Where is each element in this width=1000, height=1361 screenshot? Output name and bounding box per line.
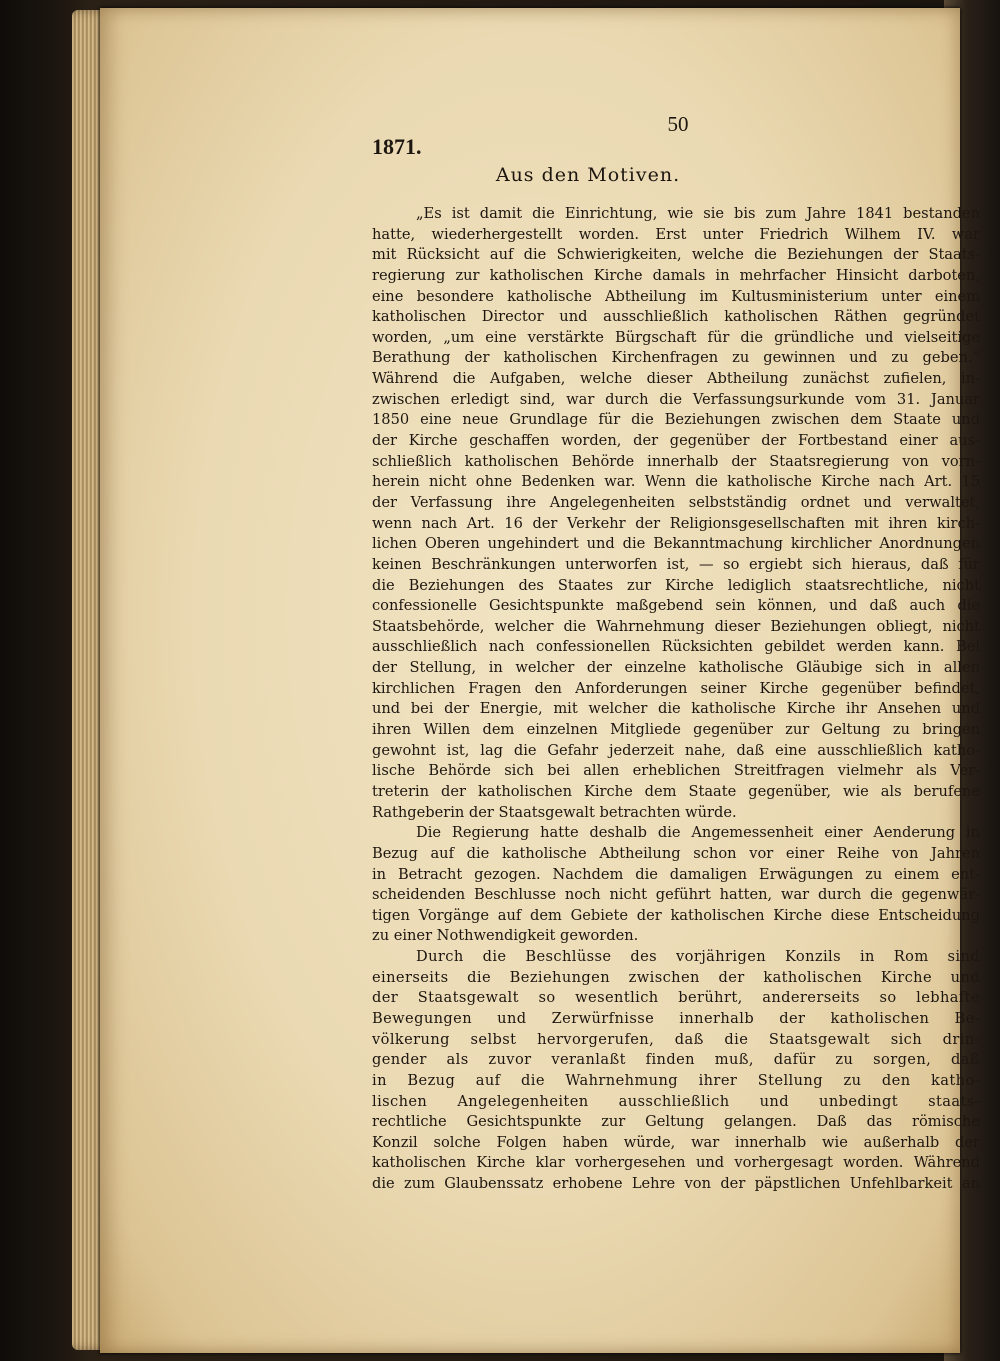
text-line: die zum Glaubenssatz erhobene Lehre von der päpstlichen Unfehlbarkeit an	[372, 1175, 980, 1193]
page-number: 50	[667, 112, 689, 136]
section-title: Aus den Motiven.	[495, 164, 681, 186]
text-line: treterin der katholischen Kirche dem Staate gegenüber, wie als berufene	[372, 782, 980, 800]
text-line: herein nicht ohne Bedenken war. Wenn die katholische Kirche nach Art. 15	[372, 473, 980, 491]
text-line: der Verfassung ihre Angelegenheiten selbstständig ordnet und verwaltet,	[372, 493, 980, 511]
text-line: völkerung selbst hervorgerufen, daß die Staatsgewalt sich drin-	[372, 1030, 980, 1048]
text-line: die Beziehungen des Staates zur Kirche lediglich staatsrechtliche, nicht	[372, 576, 980, 594]
text-line: lischen Angelegenheiten ausschließlich und unbedingt staats-	[372, 1092, 980, 1110]
text-line: keinen Beschränkungen unterworfen ist, — so ergiebt sich hieraus, daß für	[372, 555, 980, 573]
year-heading: 1871.	[372, 134, 422, 159]
text-line: regierung zur katholischen Kirche damals in mehrfacher Hinsicht darboten,	[372, 266, 980, 284]
text-line: ausschließlich nach confessionellen Rücksichten gebildet werden kann. Bei	[372, 638, 980, 656]
text-line: worden, „um eine verstärkte Bürgschaft für die gründliche und vielseitige	[372, 328, 980, 346]
text-line: tigen Vorgänge auf dem Gebiete der katholischen Kirche diese Entscheidung	[372, 906, 980, 924]
text-line: katholischen Director und ausschließlich katholischen Räthen gegründet	[372, 308, 980, 326]
text-line: einerseits die Beziehungen zwischen der katholischen Kirche und	[372, 968, 980, 986]
text-line: und bei der Energie, mit welcher die katholische Kirche ihr Ansehen und	[372, 700, 980, 718]
text-line: Bewegungen und Zerwürfnisse innerhalb der katholischen Be-	[372, 1009, 980, 1027]
text-line: „Es ist damit die Einrichtung, wie sie bis zum Jahre 1841 bestanden	[416, 205, 980, 222]
text-line: 1850 eine neue Grundlage für die Beziehungen zwischen dem Staate und	[372, 411, 980, 429]
text-line: der Staatsgewalt so wesentlich berührt, andererseits so lebhafte	[372, 989, 980, 1007]
book-page	[100, 8, 980, 1353]
text-line: ihren Willen dem einzelnen Mitgliede gegenüber zur Geltung zu bringen	[372, 721, 980, 739]
text-line: gender als zuvor veranlaßt finden muß, dafür zu sorgen, daß	[372, 1051, 980, 1069]
text-line: Bezug auf die katholische Abtheilung schon vor einer Reihe von Jahren	[372, 844, 980, 862]
text-line: Rathgeberin der Staatsgewalt betrachten würde.	[372, 803, 737, 821]
text-line: rechtliche Gesichtspunkte zur Geltung gelangen. Daß das römische	[372, 1113, 980, 1131]
text-line: Berathung der katholischen Kirchenfragen zu gewinnen und zu geben.“	[372, 349, 980, 367]
text-line: katholischen Kirche klar vorhergesehen und vorhergesagt worden. Während	[372, 1154, 980, 1172]
text-line: hatte, wiederhergestellt worden. Erst unter Friedrich Wilhem IV. war	[372, 225, 980, 243]
text-line: eine besondere katholische Abtheilung im Kultusministerium unter einem	[372, 287, 980, 305]
text-line: in Betracht gezogen. Nachdem die damaligen Erwägungen zu einem ent-	[372, 865, 980, 883]
text-line: Während die Aufgaben, welche dieser Abtheilung zunächst zufielen, in-	[372, 370, 980, 388]
text-line: der Kirche geschaffen worden, der gegenüber der Fortbestand einer aus-	[372, 432, 980, 450]
text-line: Durch die Beschlüsse des vorjährigen Konzils in Rom sind	[416, 948, 980, 966]
text-line: Konzil solche Folgen haben würde, war innerhalb wie außerhalb der	[372, 1133, 980, 1151]
text-line: scheidenden Beschlusse noch nicht geführt hatten, war durch die gegenwär-	[372, 886, 980, 904]
text-line: in Bezug auf die Wahrnehmung ihrer Stellung zu den katho-	[372, 1071, 980, 1089]
text-line: lichen Oberen ungehindert und die Bekanntmachung kirchlicher Anordnungen	[372, 535, 980, 553]
text-line: Die Regierung hatte deshalb die Angemessenheit einer Aenderung in	[416, 824, 980, 842]
text-line: schließlich katholischen Behörde innerhalb der Staatsregierung von vorn-	[372, 452, 980, 470]
text-line: zwischen erledigt sind, war durch die Verfassungsurkunde vom 31. Januar	[372, 390, 980, 408]
text-line: der Stellung, in welcher der einzelne katholische Gläubige sich in allen	[372, 659, 980, 677]
text-line: confessionelle Gesichtspunkte maßgebend sein können, und daß auch die	[372, 597, 980, 615]
text-line: wenn nach Art. 16 der Verkehr der Religionsgesellschaften mit ihren kirch-	[372, 514, 980, 532]
body-text	[372, 204, 980, 1195]
text-line: gewohnt ist, lag die Gefahr jederzeit nahe, daß eine ausschließlich katho-	[372, 741, 980, 759]
text-line: zu einer Nothwendigkeit geworden.	[372, 927, 639, 945]
text-line: lische Behörde sich bei allen erheblichen Streitfragen vielmehr als Ver-	[372, 762, 980, 780]
text-line: kirchlichen Fragen den Anforderungen seiner Kirche gegenüber befindet,	[372, 679, 980, 697]
text-line: Staatsbehörde, welcher die Wahrnehmung dieser Beziehungen obliegt, nicht	[372, 617, 980, 635]
text-line: mit Rücksicht auf die Schwierigkeiten, welche die Beziehungen der Staats-	[372, 246, 980, 264]
